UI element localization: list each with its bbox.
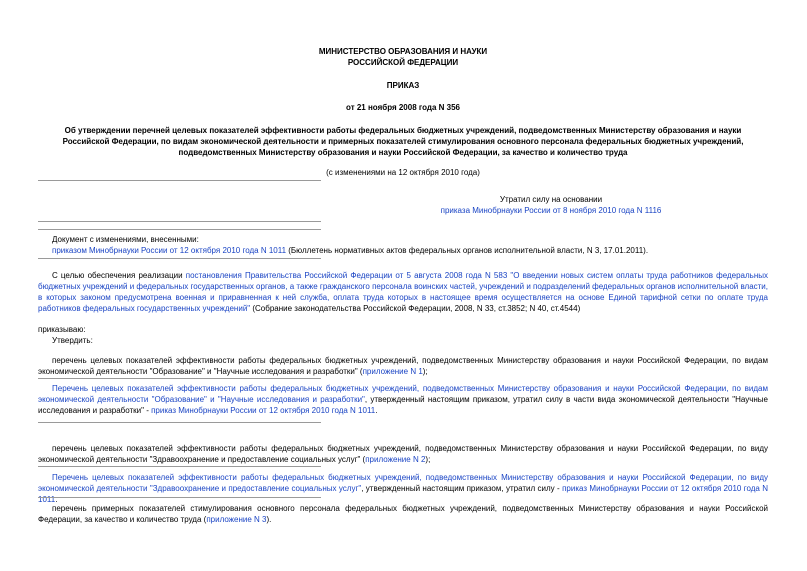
doc-date: от 21 ноября 2008 года N 356 xyxy=(346,103,460,112)
order-word: приказываю: xyxy=(38,325,86,334)
appendix-1-link[interactable]: приложение N 1 xyxy=(362,367,423,376)
changes-line: приказом Минобрнауки России от 12 октября 2010 года N 1011 (Бюллетень нормативных актов федеральных органов исполнительной власти, N 3, 17.01.2011). xyxy=(52,246,649,255)
doc-type: ПРИКАЗ xyxy=(386,81,420,90)
divider xyxy=(38,497,321,498)
item-2-repealed: Перечень целевых показателей эффективности работы федеральных бюджетных учреждений, подведомственных Министерству образования и науки Российской Федерации, по виду экономической деятельности "Здравоохранение и предоставление социальных услуг", утвержденный настоящим приказом, утратил силу - приказ Минобрнауки России от 12 октября 2010 года N 1011. xyxy=(38,473,768,504)
changes-label: Документ с изменениями, внесенными: xyxy=(52,235,199,244)
divider xyxy=(38,466,321,467)
appendix-3-link[interactable]: приложение N 3 xyxy=(206,515,267,524)
divider xyxy=(38,221,321,222)
divider xyxy=(38,258,321,259)
government-decree-link[interactable]: постановления Правительства Российской Федерации от 5 августа 2008 года N 583 "О введении новых систем оплаты труда работников федеральных бюджетных учреждений и федеральных государственных органов, а также гражданского персонала воинских частей, учреждений и подразделений федеральных органов исполнительной власти, в которых законом предусмотрена военная и приравненная к ней служба, оплата труда которых в настоящее время осуществляется на основе Единой тарифной сетки по оплате труда работников федеральных государственных учреждений" xyxy=(38,271,769,313)
appendix-2-link[interactable]: приложение N 2 xyxy=(365,455,426,464)
ministry-name: МИНИСТЕРСТВО ОБРАЗОВАНИЯ И НАУКИ РОССИЙСКОЙ ФЕДЕРАЦИИ xyxy=(318,47,488,67)
divider xyxy=(38,180,321,181)
lost-force-link[interactable]: приказа Минобрнауки России от 8 ноября 2010 года N 1116 xyxy=(440,206,662,215)
item-1: перечень целевых показателей эффективности работы федеральных бюджетных учреждений, подведомственных Министерству образования и науки Российской Федерации, по видам экономической деятельности "Образование" и "Научные исследования и разработки" (приложение N 1); xyxy=(38,356,768,376)
item-1-repealed: Перечень целевых показателей эффективности работы федеральных бюджетных учреждений, подведомственных Министерству образования и науки Российской Федерации, по видам экономической деятельности "Образование" и "Научные исследования и разработки", утвержденный настоящим приказом, утратил силу в части вида экономической деятельности "Научные исследования и разработки" - приказ Минобрнауки России от 12 октября 2010 года N 1011. xyxy=(38,384,768,415)
item-1-repealed-link[interactable]: Перечень целевых показателей эффективности работы федеральных бюджетных учреждений, подведомственных Министерству образования и науки Российской Федерации, по видам экономической деятельности "Образование" и "Научные исследования и разработки" xyxy=(38,384,768,404)
divider xyxy=(38,229,321,230)
order-1011-link[interactable]: приказ Минобрнауки России от 12 октября 2010 года N 1011 xyxy=(151,406,376,415)
changes-link[interactable]: приказом Минобрнауки России от 12 октября 2010 года N 1011 xyxy=(52,246,287,255)
document-page xyxy=(38,0,768,571)
lost-force-notice: Утратил силу на основании приказа Минобрнауки России от 8 ноября 2010 года N 1116 xyxy=(440,195,662,215)
divider xyxy=(38,422,321,423)
order-1011-link-2[interactable]: приказ Минобрнауки России от 12 октября 2010 года N 1011 xyxy=(38,484,768,504)
divider xyxy=(38,378,321,379)
preamble: С целью обеспечения реализации постановления Правительства Российской Федерации от 5 августа 2008 года N 583 "О введении новых систем оплаты труда работников федеральных бюджетных учреждений и федеральных государственных органов, а также гражданского персонала воинских частей, учреждений и подразделений федеральных органов исполнительной власти, в которых законом предусмотрена военная и приравненная к ней служба, оплата труда которых в настоящее время осуществляется на основе Единой тарифной сетки по оплате труда работников федеральных государственных учреждений" (Собрание законодательства Российской Федерации, 2008, N 33, ст.3852; N 40, ст.4544) xyxy=(38,271,769,313)
amendment-note: (с изменениями на 12 октября 2010 года) xyxy=(326,168,480,177)
changes-block xyxy=(52,234,768,256)
item-2: перечень целевых показателей эффективности работы федеральных бюджетных учреждений, подведомственных Министерству образования и науки Российской Федерации, по виду экономической деятельности "Здравоохранение и предоставление социальных услуг" (приложение N 2); xyxy=(38,444,768,464)
item-2-repealed-link[interactable]: Перечень целевых показателей эффективности работы федеральных бюджетных учреждений, подведомственных Министерству образования и науки Российской Федерации, по виду экономической деятельности "Здравоохранение и предоставление социальных услуг" xyxy=(38,473,768,493)
approve-word: Утвердить: xyxy=(52,336,93,345)
doc-title: Об утверждении перечней целевых показателей эффективности работы федеральных бюджетных учреждений, подведомственных Министерству образования и науки Российской Федерации, по видам экономической деятельности и примерных показателей стимулирования основного персонала федеральных бюджетных учреждений, подведомственных Министерству образования и науки Российской Федерации, за качество и количество труда xyxy=(62,126,744,157)
item-3: перечень примерных показателей стимулирования основного персонала федеральных бюджетных учреждений, подведомственных Министерству образования и науки Российской Федерации, за качество и количество труда (приложение N 3). xyxy=(38,504,768,524)
